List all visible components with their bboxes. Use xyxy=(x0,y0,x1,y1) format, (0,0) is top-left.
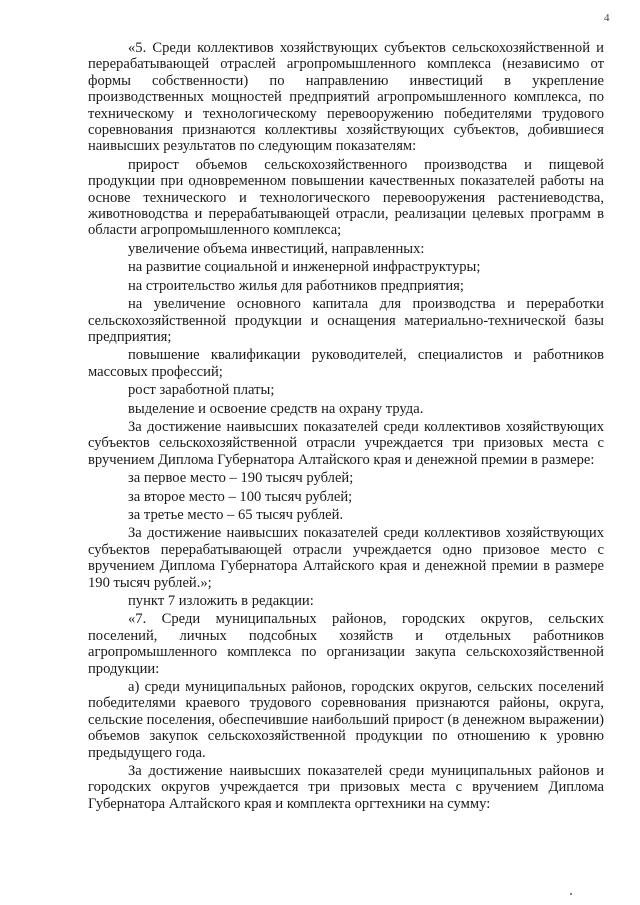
paragraph: пункт 7 изложить в редакции: xyxy=(128,593,314,609)
paragraph: за третье место – 65 тысяч рублей. xyxy=(128,506,344,523)
paragraph: на развитие социальной и инженерной инфраструктуры; xyxy=(128,259,481,276)
paragraph: за первое место – 190 тысяч рублей; xyxy=(128,470,354,487)
paragraph: а) среди муниципальных районов, городских округов, сельских поселений победителями краевого трудового соревнования признаются районы, округа, сельские поселения, обеспечившие наибольший прирост (в денежном выражении) объемов закупок сельскохозяйственной продукции по отношению к уровню предыдущего года. xyxy=(88,679,604,761)
paragraph: «7. Среди муниципальных районов, городских округов, сельских поселений, личных подсобных хозяйств и отдельных работников агропромышленного комплекса по организации закупа сельскохозяйственной продукции: xyxy=(88,611,604,677)
paragraph: За достижение наивысших показателей среди коллективов хозяйствующих субъектов перерабатывающей отрасли учреждается одно призовое место с вручением Диплома Губернатора Алтайского края и денежной премии в размере 190 тысяч рублей.»; xyxy=(88,525,604,591)
paragraph: За достижение наивысших показателей среди коллективов хозяйствующих субъектов сельскохозяйственной отрасли учреждается три призовых места с вручением Диплома Губернатора Алтайского края и денежной премии в размере: xyxy=(88,418,604,468)
page-number: 4 xyxy=(604,12,610,24)
paragraph: увеличение объема инвестиций, направленных: xyxy=(128,240,425,257)
paragraph: выделение и освоение средств на охрану труда. xyxy=(128,400,424,417)
document-body xyxy=(88,40,604,814)
paragraph: на увеличение основного капитала для производства и переработки сельскохозяйственной продукции и оснащения материально-технической базы предприятия; xyxy=(88,296,604,345)
paragraph: за второе место – 100 тысяч рублей; xyxy=(128,488,353,505)
paragraph: повышение квалификации руководителей, специалистов и работников массовых профессий; xyxy=(88,347,604,380)
paragraph: «5. Среди коллективов хозяйствующих субъектов сельскохозяйственной и перерабатывающей отраслей агропромышленного комплекса (независимо от формы собственности) по направлению инвестиций в укрепление производственных мощностей предприятий агропромышленного комплекса, по техническому и технологическому перевооружению победителями трудового соревнования признаются коллективы хозяйствующих субъектов, добившиеся наивысших результатов по следующим показателям: xyxy=(88,40,604,155)
scan-speck xyxy=(570,893,572,895)
paragraph: прирост объемов сельскохозяйственного производства и пищевой продукции при одновременном повышении качественных показателей работы на основе технического и технологического перевооружения растениеводства, животноводства и перерабатывающей отрасли, реализации целевых программ в области агропромышленного комплекса; xyxy=(88,156,604,239)
paragraph: За достижение наивысших показателей среди муниципальных районов и городских округов учреждается три призовых места с вручением Диплома Губернатора Алтайского края и комплекта оргтехники на сумму: xyxy=(88,763,604,812)
paragraph: на строительство жилья для работников предприятия; xyxy=(128,277,464,294)
paragraph: рост заработной платы; xyxy=(128,382,275,399)
